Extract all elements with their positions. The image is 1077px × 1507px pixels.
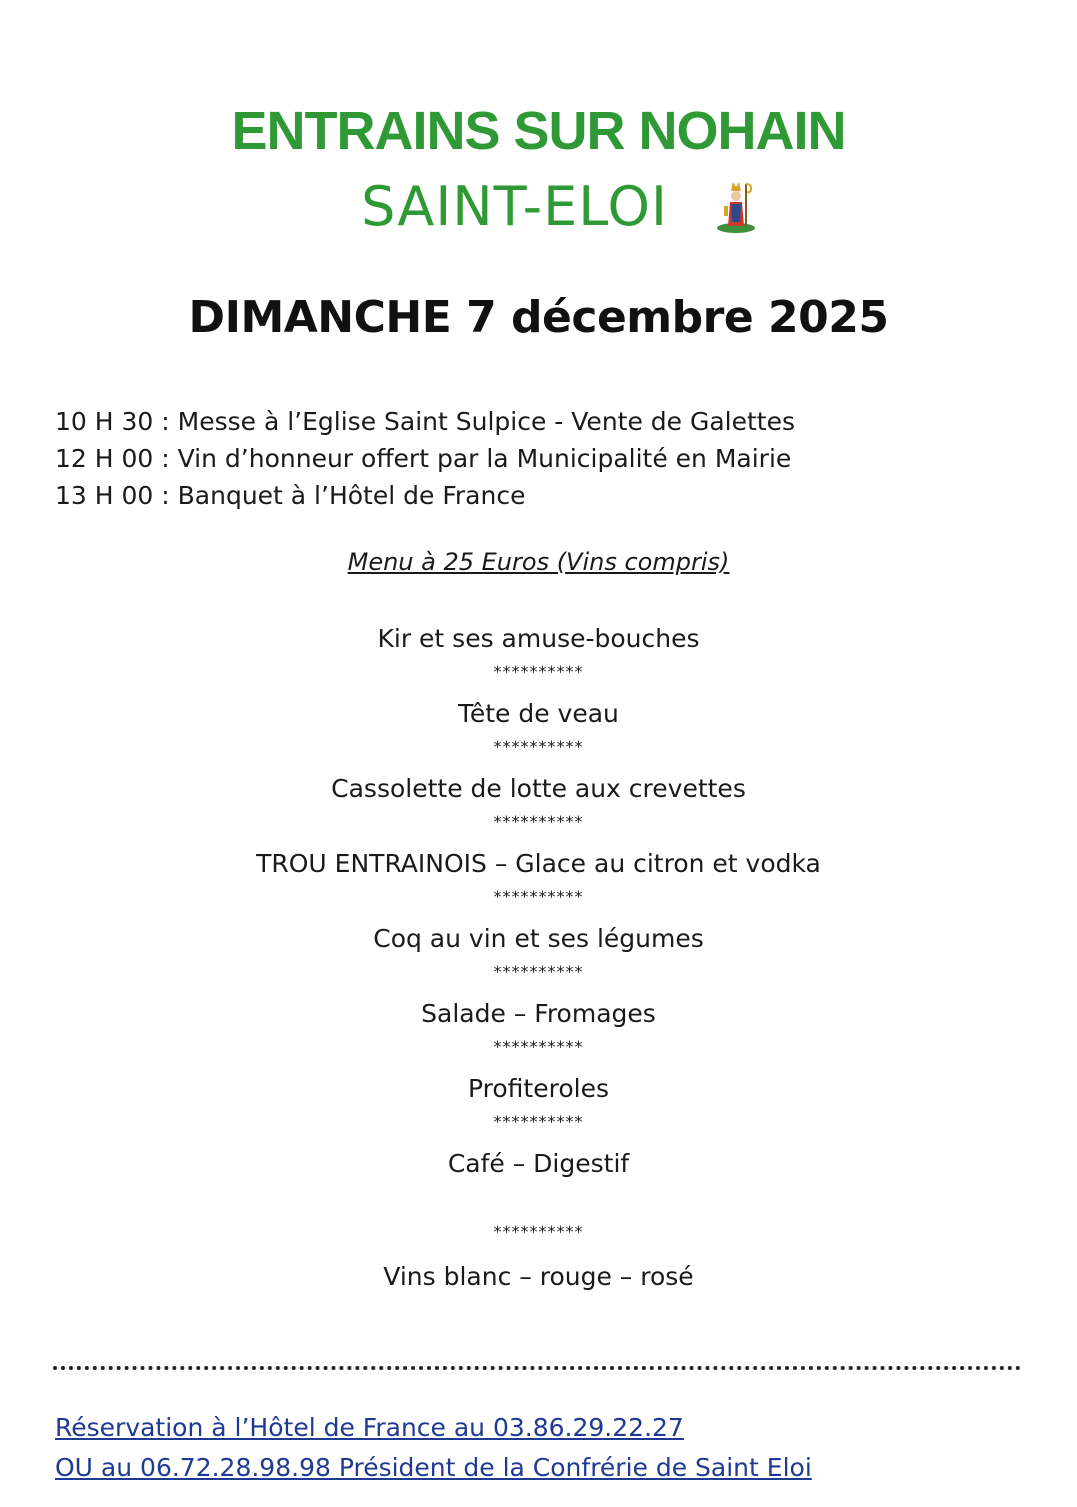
schedule-item: 12 H 00 : Vin d’honneur offert par la Municipalité en Mairie — [55, 444, 792, 473]
menu-course: Kir et ses amuse-bouches — [377, 624, 700, 653]
event-location-title: ENTRAINS SUR NOHAIN — [231, 101, 846, 161]
menu-separator: ********** — [493, 1222, 584, 1241]
schedule-item: 13 H 00 : Banquet à l’Hôtel de France — [55, 481, 526, 510]
subtitle-row — [0, 175, 1077, 238]
menu-separator: ********** — [493, 1037, 584, 1056]
menu-separator: ********** — [493, 962, 584, 981]
event-name-subtitle: SAINT-ELOI — [361, 175, 668, 238]
menu-course: Café – Digestif — [447, 1149, 630, 1178]
menu-course: Cassolette de lotte aux crevettes — [331, 774, 746, 803]
menu-course: Coq au vin et ses légumes — [373, 924, 704, 953]
menu-separator: ********** — [493, 662, 584, 681]
reservation-president-link[interactable]: OU au 06.72.28.98.98 Président de la Confrérie de Saint Eloi — [55, 1453, 812, 1482]
menu-wines: Vins blanc – rouge – rosé — [383, 1262, 694, 1291]
menu-separator: ********** — [493, 887, 584, 906]
menu-separator: ********** — [493, 1112, 584, 1131]
menu-separator: ********** — [493, 737, 584, 756]
dotted-divider — [53, 1366, 1021, 1370]
menu-course: Profiteroles — [468, 1074, 609, 1103]
menu-separator: ********** — [493, 812, 584, 831]
menu-course: TROU ENTRAINOIS – Glace au citron et vodka — [256, 849, 821, 878]
reservation-info — [55, 1408, 812, 1488]
saint-eloi-figure-icon — [716, 176, 756, 234]
schedule — [55, 403, 1035, 514]
menu-course: Salade – Fromages — [421, 999, 656, 1028]
menu-list — [0, 620, 1077, 1295]
event-date: DIMANCHE 7 décembre 2025 — [188, 292, 889, 343]
menu-course: Tête de veau — [458, 699, 619, 728]
schedule-item: 10 H 30 : Messe à l’Eglise Saint Sulpice - Vente de Galettes — [55, 407, 796, 436]
reservation-hotel-link[interactable]: Réservation à l’Hôtel de France au 03.86.29.22.27 — [55, 1413, 684, 1442]
menu-heading: Menu à 25 Euros (Vins compris) — [347, 548, 730, 576]
